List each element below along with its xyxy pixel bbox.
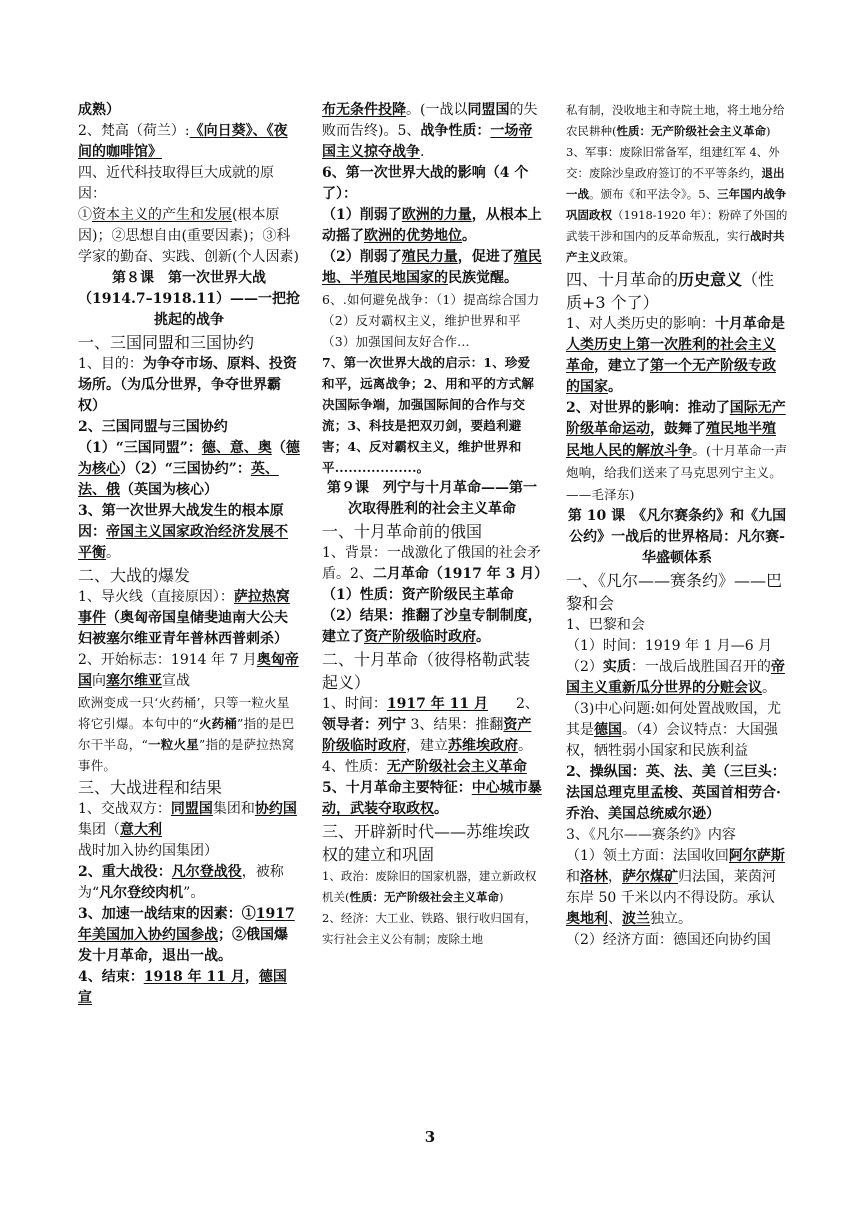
paragraph xyxy=(78,417,300,438)
text-run: 资本主义的产生和发展 xyxy=(92,207,232,223)
paragraph xyxy=(322,908,542,950)
text-run: 殖民地、半殖民地国家的 xyxy=(322,249,542,286)
text-run: 实质 xyxy=(602,659,631,675)
text-run: 2、对世界的影响： xyxy=(566,400,688,416)
text-run: 私有制，没收地主和寺院土地，将土地分给农民耕种( xyxy=(566,103,785,138)
text-run: 1、时间： xyxy=(322,696,387,712)
text-run: 1917年美国加入协约国参战 xyxy=(78,906,295,943)
text-run: 二、十月革命（彼得格勒武装起义） xyxy=(322,650,531,692)
text-run: 2、操纵国：英、法、美（三巨头：法国总理克里孟梭、英国首相劳合·乔治、美国总统威尔逊） xyxy=(566,764,786,822)
paragraph xyxy=(322,247,542,289)
text-run: （1）领土方面：法国收回 xyxy=(566,848,729,864)
text-run: 塞尔维亚 xyxy=(106,673,162,689)
section-heading xyxy=(78,331,300,354)
paragraph xyxy=(322,778,542,820)
text-run: 同盟国 xyxy=(170,801,213,817)
paragraph xyxy=(78,587,300,650)
text-run: 资产阶级临时政府 xyxy=(364,629,476,645)
text-run: 性质：无产阶级社会主义革命 xyxy=(616,124,766,138)
text-run: （2） xyxy=(566,659,603,675)
paragraph xyxy=(78,121,300,163)
paragraph xyxy=(322,757,542,778)
text-run: 为争夺市场、原料、投资场所。（为瓜分世界，争夺世界霸权） xyxy=(78,356,297,414)
paragraph xyxy=(322,352,542,478)
text-run: 。 xyxy=(434,801,448,817)
text-run: 3、结果：推翻 xyxy=(406,717,504,733)
paragraph xyxy=(566,762,788,825)
text-run: ， xyxy=(244,969,259,985)
text-run: （1）削弱了 xyxy=(322,207,402,223)
text-run: ：一战后战胜国召开的 xyxy=(630,659,771,675)
text-run: 向 xyxy=(92,673,106,689)
text-run: 3、加速一战结束的因素：① xyxy=(78,906,256,922)
text-run: 。 xyxy=(476,629,490,645)
text-run: 十月革命是 xyxy=(714,316,785,332)
text-run: . xyxy=(420,144,425,160)
text-run: 。 xyxy=(762,680,776,696)
section-heading xyxy=(322,520,542,543)
text-run: （3)中心问题:如何处置战败国，尤其是 xyxy=(566,701,782,738)
text-run: 的失败而告终)。5、 xyxy=(322,102,538,139)
paragraph xyxy=(78,501,300,564)
text-run: 萨拉热窝事件 xyxy=(78,589,290,626)
paragraph xyxy=(78,205,300,268)
paragraph xyxy=(322,205,542,247)
text-run: 历史意义 xyxy=(678,270,743,289)
section-heading xyxy=(78,564,300,587)
paragraph xyxy=(566,142,788,268)
section-heading xyxy=(78,776,300,799)
text-run: 一、《凡尔——赛条约》——巴黎和会 xyxy=(566,571,783,613)
text-run: 萨尔煤矿 xyxy=(622,869,678,885)
text-run: 战时共产主义 xyxy=(566,229,785,264)
text-run: 意大利 xyxy=(120,822,162,838)
text-run: 2、开始标志：1914 年 7 月 xyxy=(78,652,257,668)
text-run: 第９课 列宁与十月革命——第一次取得胜利的社会主义革命 xyxy=(327,480,537,517)
text-run: 第 10 课 《凡尔赛条约》和《九国公约》一战后的世界格局：凡尔赛-华盛顿体系 xyxy=(567,508,787,566)
text-run: 。 xyxy=(518,738,532,754)
text-run: 。 xyxy=(504,270,518,286)
text-run: 和 xyxy=(566,869,580,885)
text-run: 1、目的： xyxy=(78,356,143,372)
text-run: 。(一战以 xyxy=(406,102,468,118)
text-run: 2、 xyxy=(488,696,539,712)
paragraph xyxy=(78,799,300,862)
text-run: 无产阶级社会主义革命 xyxy=(386,759,527,775)
paragraph xyxy=(566,825,788,846)
paragraph xyxy=(566,615,788,636)
text-run: 1、导火线（直接原因）： xyxy=(78,589,234,605)
text-run: 领导者：列宁 xyxy=(322,717,406,733)
text-run: （1）时间：1919 年 1 月—6 月 xyxy=(566,638,773,654)
text-run: 人类历史上第一次胜利的社会主义革命 xyxy=(566,337,776,374)
text-run: 政策。 xyxy=(600,250,635,264)
paragraph xyxy=(78,650,300,692)
paragraph xyxy=(566,100,788,142)
text-run: ① xyxy=(78,207,92,223)
text-run: 性质：无产阶级社会主义革命 xyxy=(349,890,499,904)
text-run: 殖民力量 xyxy=(401,249,458,265)
text-run: 4、结束： xyxy=(78,969,144,985)
text-run: 火药桶 xyxy=(198,716,238,731)
paragraph xyxy=(566,846,788,930)
text-run: 资产阶级临时政府 xyxy=(322,717,532,754)
text-run: ) xyxy=(499,890,504,904)
text-run: 同盟国 xyxy=(467,102,510,118)
text-run: 第一个无产阶级专政的国家 xyxy=(566,358,776,395)
text-run: 。 xyxy=(608,379,622,395)
text-run: 6、.如何避免战争：（1）提高综合国力（2）反对霸权主义，维护世界和平（3）加强国间友好合作... xyxy=(322,292,540,349)
text-run: 凡尔登绞肉机 xyxy=(99,885,184,901)
paragraph xyxy=(566,699,788,762)
text-run: 中心城市暴动，武装夺取政权 xyxy=(322,780,542,817)
text-run: 1、交战双方： xyxy=(78,801,171,817)
text-run: 帝国主义重新瓜分世界的分赃会议 xyxy=(566,659,785,696)
text-run: ”指的是萨拉热窝事件。 xyxy=(78,737,295,773)
text-run: 集团（ xyxy=(78,822,120,838)
text-run: ，建立了 xyxy=(594,358,650,374)
text-run: 一、三国同盟和三国协约 xyxy=(78,333,255,352)
text-run: （性质+3 个了） xyxy=(566,270,775,312)
paragraph xyxy=(322,694,542,757)
paragraph xyxy=(78,100,300,121)
column-left xyxy=(78,100,300,1009)
text-run: 1917 年 11 月 xyxy=(386,696,488,712)
lesson-title xyxy=(78,268,300,331)
text-run: 3、第一次世界大战发生的根本原因： xyxy=(78,503,284,540)
text-run: 欧洲的优势地位 xyxy=(364,228,462,244)
paragraph xyxy=(78,904,300,967)
text-run: ”指的是巴尔干半岛，“ xyxy=(78,716,295,752)
text-run: 三、大战进程和结果 xyxy=(78,778,223,797)
text-run: 一场帝国主义掠夺战争 xyxy=(322,123,533,160)
text-run: 宣战 xyxy=(162,673,190,689)
text-run: 国际无产阶级革命运动 xyxy=(566,400,786,437)
text-run: 推动了 xyxy=(687,400,730,416)
paragraph xyxy=(78,438,300,501)
paragraph xyxy=(566,930,788,951)
text-run: 凡尔登战役 xyxy=(171,864,242,880)
lesson-title xyxy=(322,478,542,520)
text-run: (根本原因)；②思想自由(重要因素)；③科学家的勤奋、实践、创新(个人因素) xyxy=(78,207,299,265)
text-run: 战争性质： xyxy=(420,123,491,139)
text-run: 第８课 第一次世界大战（1914.7–1918.11）——一把抢挑起的战争 xyxy=(78,270,300,328)
text-run: 欧洲的力量 xyxy=(401,207,472,223)
text-run: ”。 xyxy=(183,885,205,901)
page-number: 3 xyxy=(424,1128,436,1146)
text-run: 成熟） xyxy=(78,102,120,118)
text-run: 三、开辟新时代——苏维埃政权的建立和巩固 xyxy=(322,822,531,864)
text-run: 布无条件投降 xyxy=(322,102,406,118)
section-heading xyxy=(322,648,542,694)
paragraph xyxy=(322,289,542,352)
text-run: 7、第一次世界大战的启示：1、珍爱和平，远离战争；2、用和平的方式解决国际争端，加强国际间的合作与交流；3、科技是把双刃剑，要趋利避害；4、反对霸权主义，维护世界和平..................。 xyxy=(322,355,535,475)
paragraph xyxy=(78,967,300,1009)
section-heading xyxy=(566,268,788,314)
text-run: （奥匈帝国皇储斐迪南大公夫妇被塞尔维亚青年普林西普刺杀） xyxy=(78,610,288,647)
paragraph xyxy=(566,398,788,506)
text-run: ) xyxy=(766,124,771,138)
text-run: 2、梵高（荷兰）: xyxy=(78,123,190,139)
paragraph xyxy=(566,657,788,699)
text-run: （英国为核心） xyxy=(120,482,218,498)
text-run: 《向日葵》、《夜间的咖啡馆》 xyxy=(78,123,288,160)
text-run: 战时加入协约国集团） xyxy=(78,843,218,859)
text-run: 2、三国同盟与三国协约 xyxy=(78,419,228,435)
text-run: 英、法、俄 xyxy=(78,461,279,498)
text-run: 4、性质： xyxy=(322,759,387,775)
text-run: ，从根本上动摇了 xyxy=(322,207,542,244)
text-run: ；②俄国爆发十月革命，退出一战。 xyxy=(78,927,288,964)
text-run: 1、政治：废除旧的国家机器，建立新政权机关( xyxy=(322,869,537,904)
text-run: 德为核心 xyxy=(78,440,300,477)
text-run: 归法国，莱茵河东岸 50 千米以内不得设防。承认 xyxy=(566,869,776,906)
text-run: 1、对人类历史的影响： xyxy=(566,316,715,332)
text-run: 德国 xyxy=(594,722,622,738)
text-run: ，鼓舞了 xyxy=(650,421,706,437)
paragraph xyxy=(78,354,300,417)
text-run: 1、巴黎和会 xyxy=(566,617,645,633)
text-run: 帝国主义国家政治经济发展不平衡 xyxy=(78,524,288,561)
paragraph xyxy=(322,100,542,163)
column-middle xyxy=(322,100,542,950)
text-run: ，建立 xyxy=(406,738,448,754)
text-run: ）（2）“三国协约”： xyxy=(120,461,251,477)
text-run: （1918-1920 年）：粉碎了外国的武装干涉和国内的反革命叛乱，实行 xyxy=(566,208,788,243)
text-run: 退出一战 xyxy=(566,166,785,201)
paragraph xyxy=(78,163,300,205)
text-run: 三年国内战争巩固政权 xyxy=(566,187,787,222)
text-run: 洛林 xyxy=(580,869,608,885)
text-run: 一粒火星 xyxy=(148,737,199,752)
text-run: 、 xyxy=(608,911,622,927)
text-run: 阿尔萨斯 xyxy=(728,848,785,864)
text-run: （ xyxy=(271,440,286,456)
paragraph xyxy=(322,543,542,648)
text-run: 二月革命（1917 年 3 月）（1）性质：资产阶级民主革命（2）结果：推翻了沙皇专制制度，建立了 xyxy=(322,566,542,645)
text-run: 3、《凡尔——赛条约》内容 xyxy=(566,827,736,843)
text-run: 四、近代科技取得巨大成就的原因： xyxy=(78,165,274,202)
lesson-title xyxy=(566,506,788,569)
text-run: 。 xyxy=(106,545,120,561)
text-run: 。 xyxy=(462,228,476,244)
text-run: 2、重大战役： xyxy=(78,864,172,880)
text-run: 一、十月革命前的俄国 xyxy=(322,522,483,541)
paragraph xyxy=(322,866,542,908)
text-run: 集团和 xyxy=(212,801,255,817)
paragraph xyxy=(78,692,300,776)
text-run: 殖民地半殖民地人民的解放斗争 xyxy=(566,421,776,459)
text-run: （2）削弱了 xyxy=(322,249,402,265)
text-run: 。颁布《和平法令》。5、 xyxy=(589,187,718,201)
text-run: 奥地利 xyxy=(566,911,608,927)
section-heading xyxy=(566,569,788,615)
paragraph xyxy=(566,314,788,398)
text-run: 1918 年 11 月 xyxy=(143,969,245,985)
text-run: 5、十月革命主要特征： xyxy=(322,780,472,796)
text-run: 苏维埃政府 xyxy=(448,738,518,754)
section-heading xyxy=(322,820,542,866)
text-run: 1、背景：一战激化了俄国的社会矛盾。2、 xyxy=(322,545,541,582)
text-run: （1）“三国同盟”： xyxy=(78,440,202,456)
text-run: （2）经济方面：德国还向协约国 xyxy=(566,932,771,948)
paragraph xyxy=(322,163,542,205)
text-run: 德国宣 xyxy=(78,969,287,1006)
text-run: ， xyxy=(608,869,622,885)
text-run: 3、军事：废除旧常备军，组建红军 4、外交：废除沙皇政府签订的不平等条约， xyxy=(566,145,780,180)
text-run: ，促进了 xyxy=(457,249,514,265)
column-right xyxy=(566,100,788,951)
text-run: 波兰 xyxy=(622,911,650,927)
text-run: 二、大战的爆发 xyxy=(78,566,191,585)
text-run: 2、经济：大工业、铁路、银行收归国有，实行社会主义公有制；废除土地 xyxy=(322,911,537,946)
text-run: 独立。 xyxy=(650,911,692,927)
text-run: 6、第一次世界大战的影响（4 个了）： xyxy=(322,165,529,202)
paragraph xyxy=(566,636,788,657)
text-run: ，被称为“ xyxy=(78,864,284,901)
text-run: (十月革命一声炮响，给我们送来了马克思列宁主义。——毛泽东) xyxy=(566,443,788,502)
paragraph xyxy=(78,862,300,904)
text-run: 奥匈帝国 xyxy=(78,652,299,689)
text-run: 民族觉醒 xyxy=(448,270,504,286)
text-run: 四、十月革命的 xyxy=(566,270,679,289)
text-run: 德、意、奥 xyxy=(201,440,272,456)
text-run: 欧洲变成一只‘火药桶’，只等一粒火星将它引爆。本句中的“ xyxy=(78,695,290,731)
text-run: 。 xyxy=(692,443,706,459)
text-run: 。（4）会议特点：大国强权，牺牲弱小国家和民族利益 xyxy=(566,722,778,759)
text-run: 协约国 xyxy=(254,801,297,817)
